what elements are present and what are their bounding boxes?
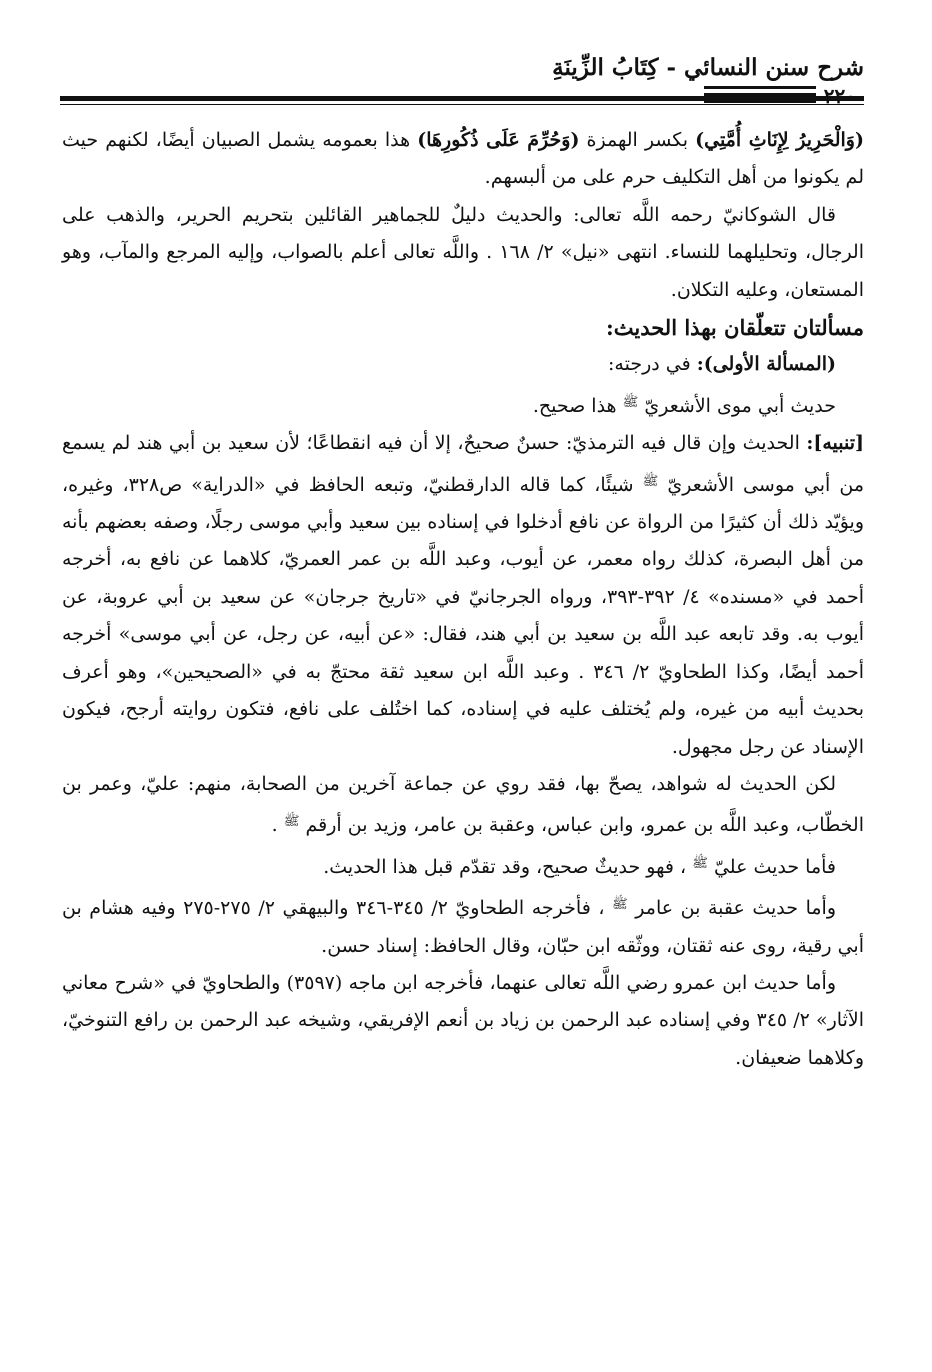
honorific-glyph: ﷺ xyxy=(612,897,628,913)
text-run: هذا بعمومه يشمل الصبيان أيضًا، لكنهم حيث لم يكونوا من أهل التكليف حرم على من ألبسهم. xyxy=(62,129,864,189)
paragraph xyxy=(62,384,864,425)
header-rule-thin xyxy=(60,104,864,105)
honorific-glyph: ﷺ xyxy=(642,473,659,489)
honorific-glyph: ﷺ xyxy=(283,814,300,830)
honorific-glyph: ﷺ xyxy=(692,855,708,871)
text-run: بكسر الهمزة xyxy=(579,129,696,151)
text-run: ، فهو حديثٌ صحيح، وقد تقدّم قبل هذا الحديث. xyxy=(323,855,693,878)
hadith-quote: (وَحُرِّمَ عَلَى ذُكُورِهَا) xyxy=(417,129,580,151)
paragraph: وأما حديث ابن عمرو رضي اللَّه تعالى عنهما، فأخرجه ابن ماجه (٣٥٩٧) والطحاويّ في «شرح معاني الآثار» ٢/ ٣٤٥ وفي إسناده عبد الرحمن بن زياد بن أنعم الإفريقي، وشيخه عبد الرحمن بن رافع التنوخيّ، وكلاهما ضعيفان. xyxy=(62,971,864,1069)
text-run: حديث أبي موى الأشعريّ xyxy=(638,394,836,417)
header-rule-thick xyxy=(60,96,864,101)
note-label: [تنبيه]: xyxy=(806,432,864,455)
text-run: شيئًا، كما قاله الدارقطنيّ، وتبعه الحافظ في «الدراية» ص٣٢٨، وغيره، ويؤيّد ذلك أن كثيرًا من الرواة عن نافع أدخلوا في إسناده بين سعيد وأبي موسى رجلًا، وصفه بعضهم بأنه من أهل البصرة، كذلك رواه معمر، عن أيوب، وعبد اللَّه بن عمر العمريّ، كلاهما عن نافع به، أخرجه أحمد في «مسنده» ٤/ ٣٩٢-٣٩٣، ورواه الجرجانيّ في «تاريخ جرجان» عن سعيد بن أبي عروبة، عن أيوب به. وقد تابعه عبد اللَّه بن سعيد بن أبي هند، فقال: «عن أبيه، عن رجل، عن أبي موسى» أخرجه أحمد أيضًا، وكذا الطحاويّ ٢/ ٣٤٦ . وعبد اللَّه ابن سعيد ثقة محتجّ به في «الصحيحين»، وهو أعرف بحديث أبيه من غيره، ولم يُختلف عليه في إسناده، كما اختُلف على نافع، فتكون روايته أرجح، فيكون الإسناد عن رجل مجهول. xyxy=(62,473,864,758)
text-run: . xyxy=(271,814,284,837)
running-title: شرح سنن النسائي - كِتَابُ الزِّينَةِ xyxy=(552,54,864,81)
honorific-glyph: ﷺ xyxy=(622,394,639,410)
paragraph xyxy=(62,346,864,383)
paragraph xyxy=(62,886,864,965)
issue-label: (المسألة الأولى): xyxy=(696,353,836,376)
section-heading: مسألتان تتعلّقان بهذا الحديث: xyxy=(606,315,864,341)
page-header xyxy=(60,50,864,110)
paragraph xyxy=(62,766,864,845)
paragraph xyxy=(62,425,864,766)
paragraph xyxy=(62,122,864,197)
hadith-quote: (وَالْحَرِيرُ لِإِنَاثِ أُمَّتِي) xyxy=(695,129,864,151)
text-run: في درجته: xyxy=(608,353,697,376)
text-run: فأما حديث عليّ xyxy=(707,855,836,878)
paragraph: قال الشوكانيّ رحمه اللَّه تعالى: والحديث دليلٌ للجماهير القائلين بتحريم الحرير، والذهب على الرجال، وتحليلهما للنساء. انتهى «نيل» ٢/ ١٦٨ . واللَّه تعالى أعلم بالصواب، وإليه المرجع والمآب، وهو المستعان، وعليه التكلان. xyxy=(62,203,865,301)
text-run: ، فأخرجه الطحاويّ ٢/ ٣٤٥-٣٤٦ والبيهقي ٢/ ٢٧٥-٢٧٥ وفيه هشام بن أبي رقية، روى عنه ثقتان، ووثّقه ابن حبّان، وقال الحافظ: إسناد حسن. xyxy=(62,897,864,957)
text-run: لكن الحديث له شواهد، يصحّ بها، فقد روي عن جماعة آخرين من الصحابة، منهم: عليّ، وعمر بن الخطّاب، وعبد اللَّه بن عمرو، وابن عباس، وعقبة بن عامر، وزيد بن أرقم xyxy=(62,772,864,837)
page-body xyxy=(62,122,864,1077)
paragraph xyxy=(62,845,864,886)
text-run: وأما حديث عقبة بن عامر xyxy=(627,897,836,920)
text-run: الحديث وإن قال فيه الترمذيّ: حسنٌ صحيحٌ، إلا أن فيه انقطاعًا؛ لأن سعيد بن أبي هند لم يسمع من أبي موسى الأشعريّ xyxy=(62,432,864,496)
text-run: هذا صحيح. xyxy=(532,394,623,417)
